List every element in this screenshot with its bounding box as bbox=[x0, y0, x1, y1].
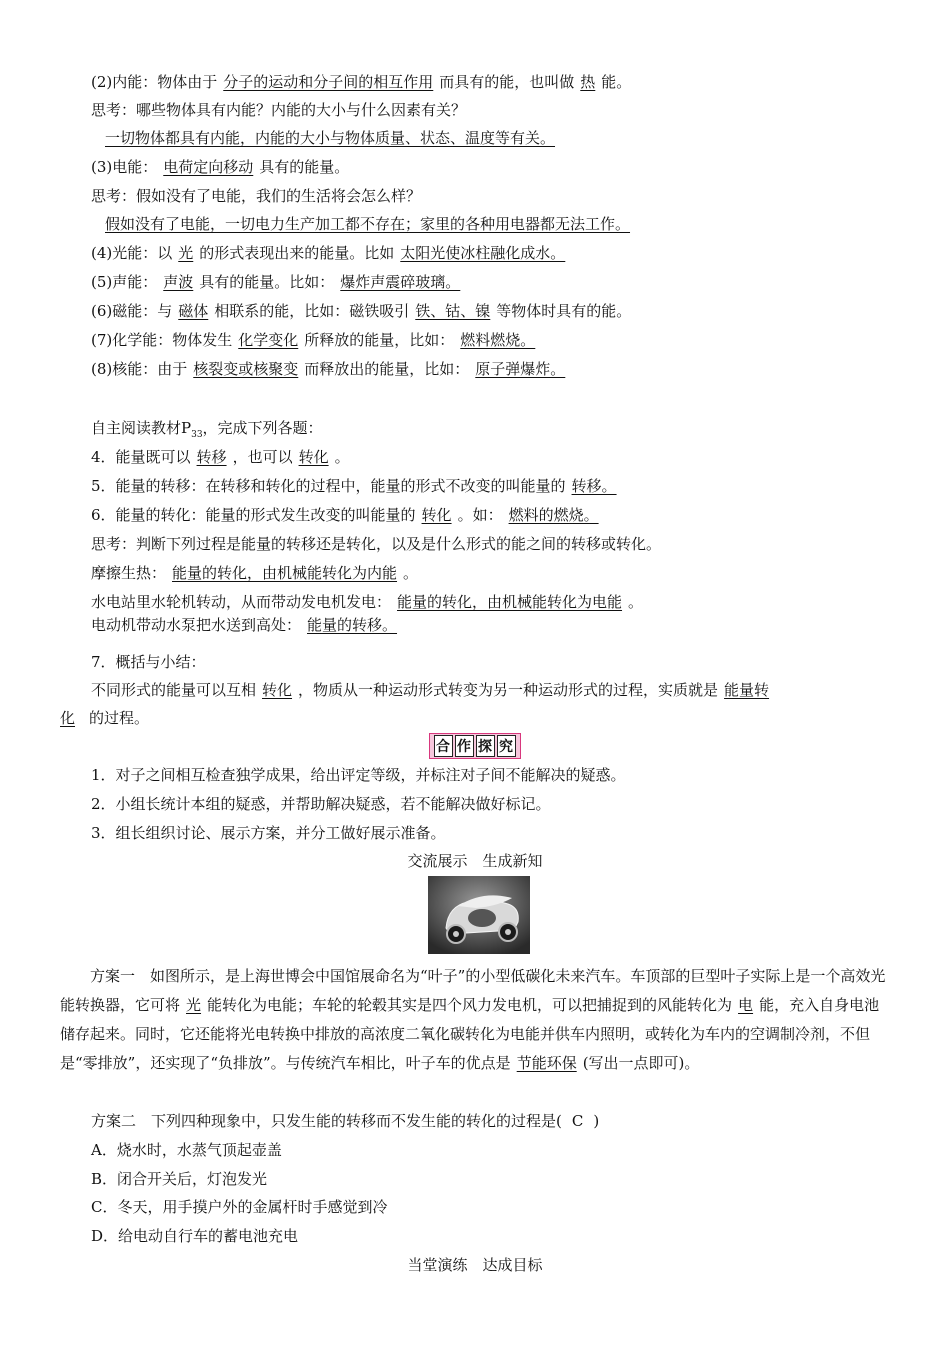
section-heading: 交流展示 生成新知 bbox=[407, 852, 543, 870]
answer-blank: 燃料的燃烧。 bbox=[508, 506, 599, 524]
answer-blank: 太阳光使冰柱融化成水。 bbox=[400, 244, 566, 262]
answer-blank: 磁体 bbox=[178, 302, 209, 320]
list-item: 1．对子之间相互检查独学成果，给出评定等级，并标注对子间不能解决的疑惑。 bbox=[91, 766, 626, 784]
list-item: 2．小组长统计本组的疑惑，并帮助解决疑惑，若不能解决做好标记。 bbox=[91, 795, 551, 813]
text-line bbox=[91, 128, 569, 148]
question-line: 方案二 下列四种现象中，只发生能的转移而不发生能的转化的过程是( C ) bbox=[91, 1112, 600, 1130]
answer-blank: 光 bbox=[186, 996, 202, 1014]
answer-blank: 光 bbox=[178, 244, 194, 262]
answer-blank: 转化 bbox=[262, 681, 293, 699]
answer-blank: 能量的转化，由机械能转化为电能 bbox=[397, 593, 623, 611]
text-line: (5)声能： 声波 具有的能量。比如： 爆炸声震碎玻璃。 bbox=[91, 272, 466, 292]
text-line bbox=[91, 214, 644, 234]
answer-blank: 电荷定向移动 bbox=[163, 158, 254, 176]
text-line: (3)电能： 电荷定向移动 具有的能量。 bbox=[91, 158, 350, 176]
answer-blank: 转移。 bbox=[571, 477, 617, 495]
think-question: 思考：判断下列过程是能量的转移还是转化，以及是什么形式的能之间的转移或转化。 bbox=[91, 535, 662, 553]
text-line: 电动机带动水泵把水送到高处： 能量的转移。 bbox=[91, 615, 403, 635]
answer-blank: 化 bbox=[60, 709, 76, 727]
think-question: 思考：假如没有了电能，我们的生活将会怎么样？ bbox=[91, 187, 422, 205]
text-line: 水电站里水轮机转动，从而带动发电机发电： 能量的转化，由机械能转化为电能 。 bbox=[91, 593, 644, 611]
text-line: 5．能量的转移：在转移和转化的过程中，能量的形式不改变的叫能量的 转移。 bbox=[91, 476, 623, 496]
answer-blank: 热 bbox=[580, 73, 596, 91]
leaf-car-image bbox=[428, 876, 530, 954]
text-line: 6．能量的转化：能量的形式发生改变的叫能量的 转化 。如： 燃料的燃烧。 bbox=[91, 505, 605, 525]
answer-blank: 假如没有了电能，一切电力生产加工都不存在；家里的各种用电器都无法工作。 bbox=[105, 215, 631, 233]
answer-blank: 原子弹爆炸。 bbox=[475, 360, 566, 378]
answer-blank: 核裂变或核聚变 bbox=[193, 360, 299, 378]
section-badge: 合 作 探 究 bbox=[0, 733, 950, 759]
answer-blank: 能量的转化，由机械能转化为内能 bbox=[172, 564, 398, 582]
text-line: 化 的过程。 bbox=[60, 709, 150, 727]
list-item: 3．组长组织讨论、展示方案，并分工做好展示准备。 bbox=[91, 824, 446, 842]
answer-blank: 燃料燃烧。 bbox=[460, 331, 536, 349]
option-a: A．烧水时，水蒸气顶起壶盖 bbox=[91, 1141, 282, 1159]
think-question: 思考：哪些物体具有内能？内能的大小与什么因素有关？ bbox=[91, 101, 467, 119]
text-line: (4)光能：以 光 的形式表现出来的能量。比如 太阳光使冰柱融化成水。 bbox=[91, 243, 571, 263]
option-b: B．闭合开关后，灯泡发光 bbox=[91, 1170, 268, 1188]
answer-blank: 转化 bbox=[421, 506, 452, 524]
text-line: 摩擦生热： 能量的转化，由机械能转化为内能 。 bbox=[91, 564, 419, 582]
instruction-line: 自主阅读教材$P_{33}$，完成下列各题： bbox=[91, 419, 323, 440]
answer-choice: C bbox=[571, 1112, 584, 1130]
answer-blank: 能量转 bbox=[724, 681, 770, 699]
scheme-one-paragraph: 方案一 如图所示，是上海世博会中国馆展命名为“叶子”的小型低碳化未来汽车。车顶部的巨型叶子实际上是一个高效光能转换器，它可将 光 能转化为电能；车轮的轮毂其实是四个风力发电机，可以把捕捉到的风能转化为 电 能，充入自身电池储存起来。同时，它还能将光电转换中排放的高浓度二氧化碳转化为电能并供车内照明，或转化为车内的空调制冷剂，不但是“零排放”，还实现了“负排放”。与传统汽车相比，叶子车的优点是 节能环保 (写出一点即可)。 bbox=[60, 967, 886, 1072]
text-line: 4．能量既可以 转移 ，也可以 转化 。 bbox=[91, 448, 350, 466]
answer-blank: 声波 bbox=[163, 273, 194, 291]
answer-blank: 分子的运动和分子间的相互作用 bbox=[223, 73, 434, 91]
text-line: (6)磁能：与 磁体 相联系的能，比如：磁铁吸引 铁、钴、镍 等物体时具有的能。 bbox=[91, 302, 632, 320]
answer-blank: 一切物体都具有内能，内能的大小与物体质量、状态、温度等有关。 bbox=[105, 129, 556, 147]
answer-blank: 能量的转移。 bbox=[307, 616, 398, 634]
answer-blank: 爆炸声震碎玻璃。 bbox=[340, 273, 461, 291]
answer-blank: 转移 bbox=[196, 448, 227, 466]
option-d: D．给电动自行车的蓄电池充电 bbox=[91, 1227, 299, 1245]
text-line: (7)化学能：物体发生 化学变化 所释放的能量，比如： 燃料燃烧。 bbox=[91, 330, 541, 350]
option-c: C．冬天，用手摸户外的金属杆时手感觉到冷 bbox=[91, 1198, 388, 1216]
text-line: 不同形式的能量可以互相 转化 ，物质从一种运动形式转变为另一种运动形式的过程，实质就是 能量转 bbox=[91, 681, 770, 699]
answer-blank: 化学变化 bbox=[238, 331, 299, 349]
answer-blank: 电 bbox=[738, 996, 754, 1014]
answer-blank: 转化 bbox=[298, 448, 329, 466]
text-line: (2)内能：物体由于 分子的运动和分子间的相互作用 而具有的能，也叫做 热 能。 bbox=[91, 73, 632, 91]
answer-blank: 节能环保 bbox=[516, 1054, 577, 1072]
text-line: 7．概括与小结： bbox=[91, 653, 206, 671]
answer-blank: 铁、钴、镍 bbox=[415, 302, 491, 320]
section-heading: 当堂演练 达成目标 bbox=[407, 1256, 543, 1274]
text-line: (8)核能：由于 核裂变或核聚变 而释放出的能量，比如： 原子弹爆炸。 bbox=[91, 359, 571, 379]
